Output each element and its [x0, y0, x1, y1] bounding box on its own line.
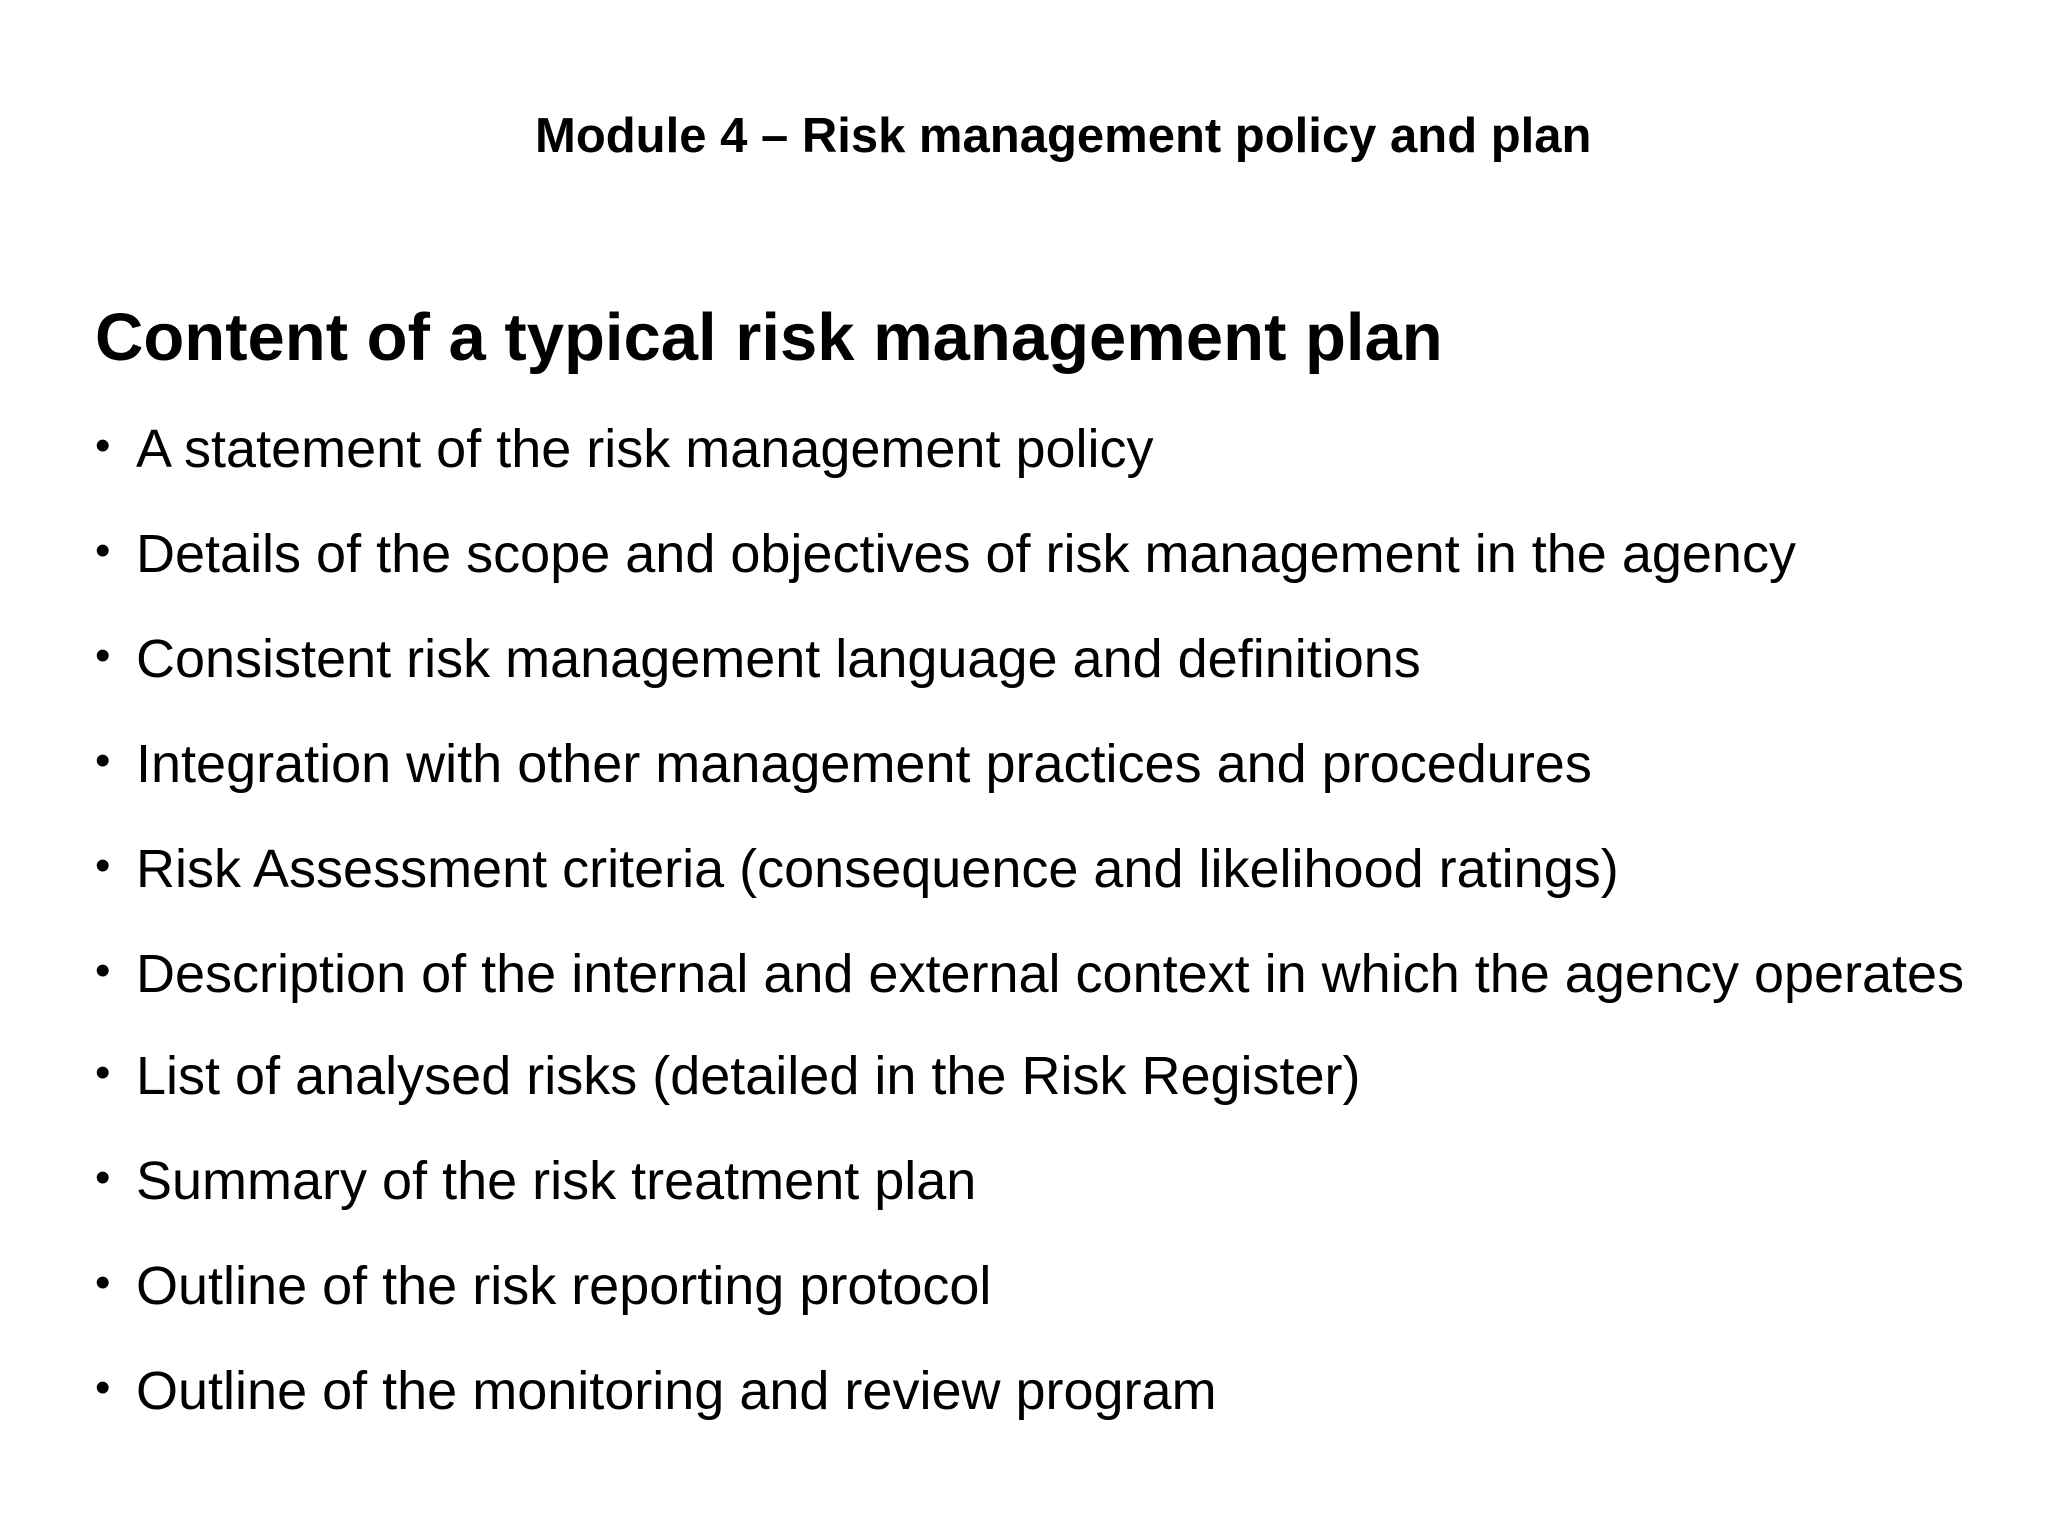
list-item — [95, 625, 1975, 694]
bullet-icon: • — [95, 1258, 111, 1307]
list-item-text: Outline of the monitoring and review program — [136, 1361, 1217, 1421]
bullet-icon: • — [95, 526, 111, 575]
list-item-text: A statement of the risk management policy — [136, 419, 1154, 479]
module-header: Module 4 – Risk management policy and plan — [535, 109, 1592, 163]
bullet-icon: • — [95, 421, 111, 470]
list-item — [95, 730, 1975, 799]
bullet-icon: • — [95, 736, 111, 785]
list-item-text: List of analysed risks (detailed in the Risk Register) — [136, 1046, 1361, 1106]
list-item-text: Summary of the risk treatment plan — [136, 1151, 977, 1211]
slide-title: Content of a typical risk management plan — [95, 300, 1443, 375]
list-item-text: Description of the internal and external context in which the agency operates — [136, 944, 1965, 1004]
bullet-icon: • — [95, 1048, 111, 1097]
list-item-text: Integration with other management practices and procedures — [136, 734, 1592, 794]
list-item-text: Outline of the risk reporting protocol — [136, 1256, 992, 1316]
list-item-text: Consistent risk management language and definitions — [136, 629, 1421, 689]
bullet-icon: • — [95, 1153, 111, 1202]
list-item — [95, 940, 1975, 1009]
list-item-text: Risk Assessment criteria (consequence and likelihood ratings) — [136, 839, 1619, 899]
list-item — [95, 1147, 1975, 1216]
list-item — [95, 1042, 1975, 1111]
list-item — [95, 520, 1975, 589]
bullet-icon: • — [95, 946, 111, 995]
list-item — [95, 835, 1975, 904]
list-item-text: Details of the scope and objectives of risk management in the agency — [136, 524, 1796, 584]
bullet-icon: • — [95, 1363, 111, 1412]
bullet-list — [95, 415, 1975, 1462]
list-item — [95, 1252, 1975, 1321]
list-item — [95, 1357, 1975, 1426]
bullet-icon: • — [95, 631, 111, 680]
list-item — [95, 415, 1975, 484]
bullet-icon: • — [95, 841, 111, 890]
